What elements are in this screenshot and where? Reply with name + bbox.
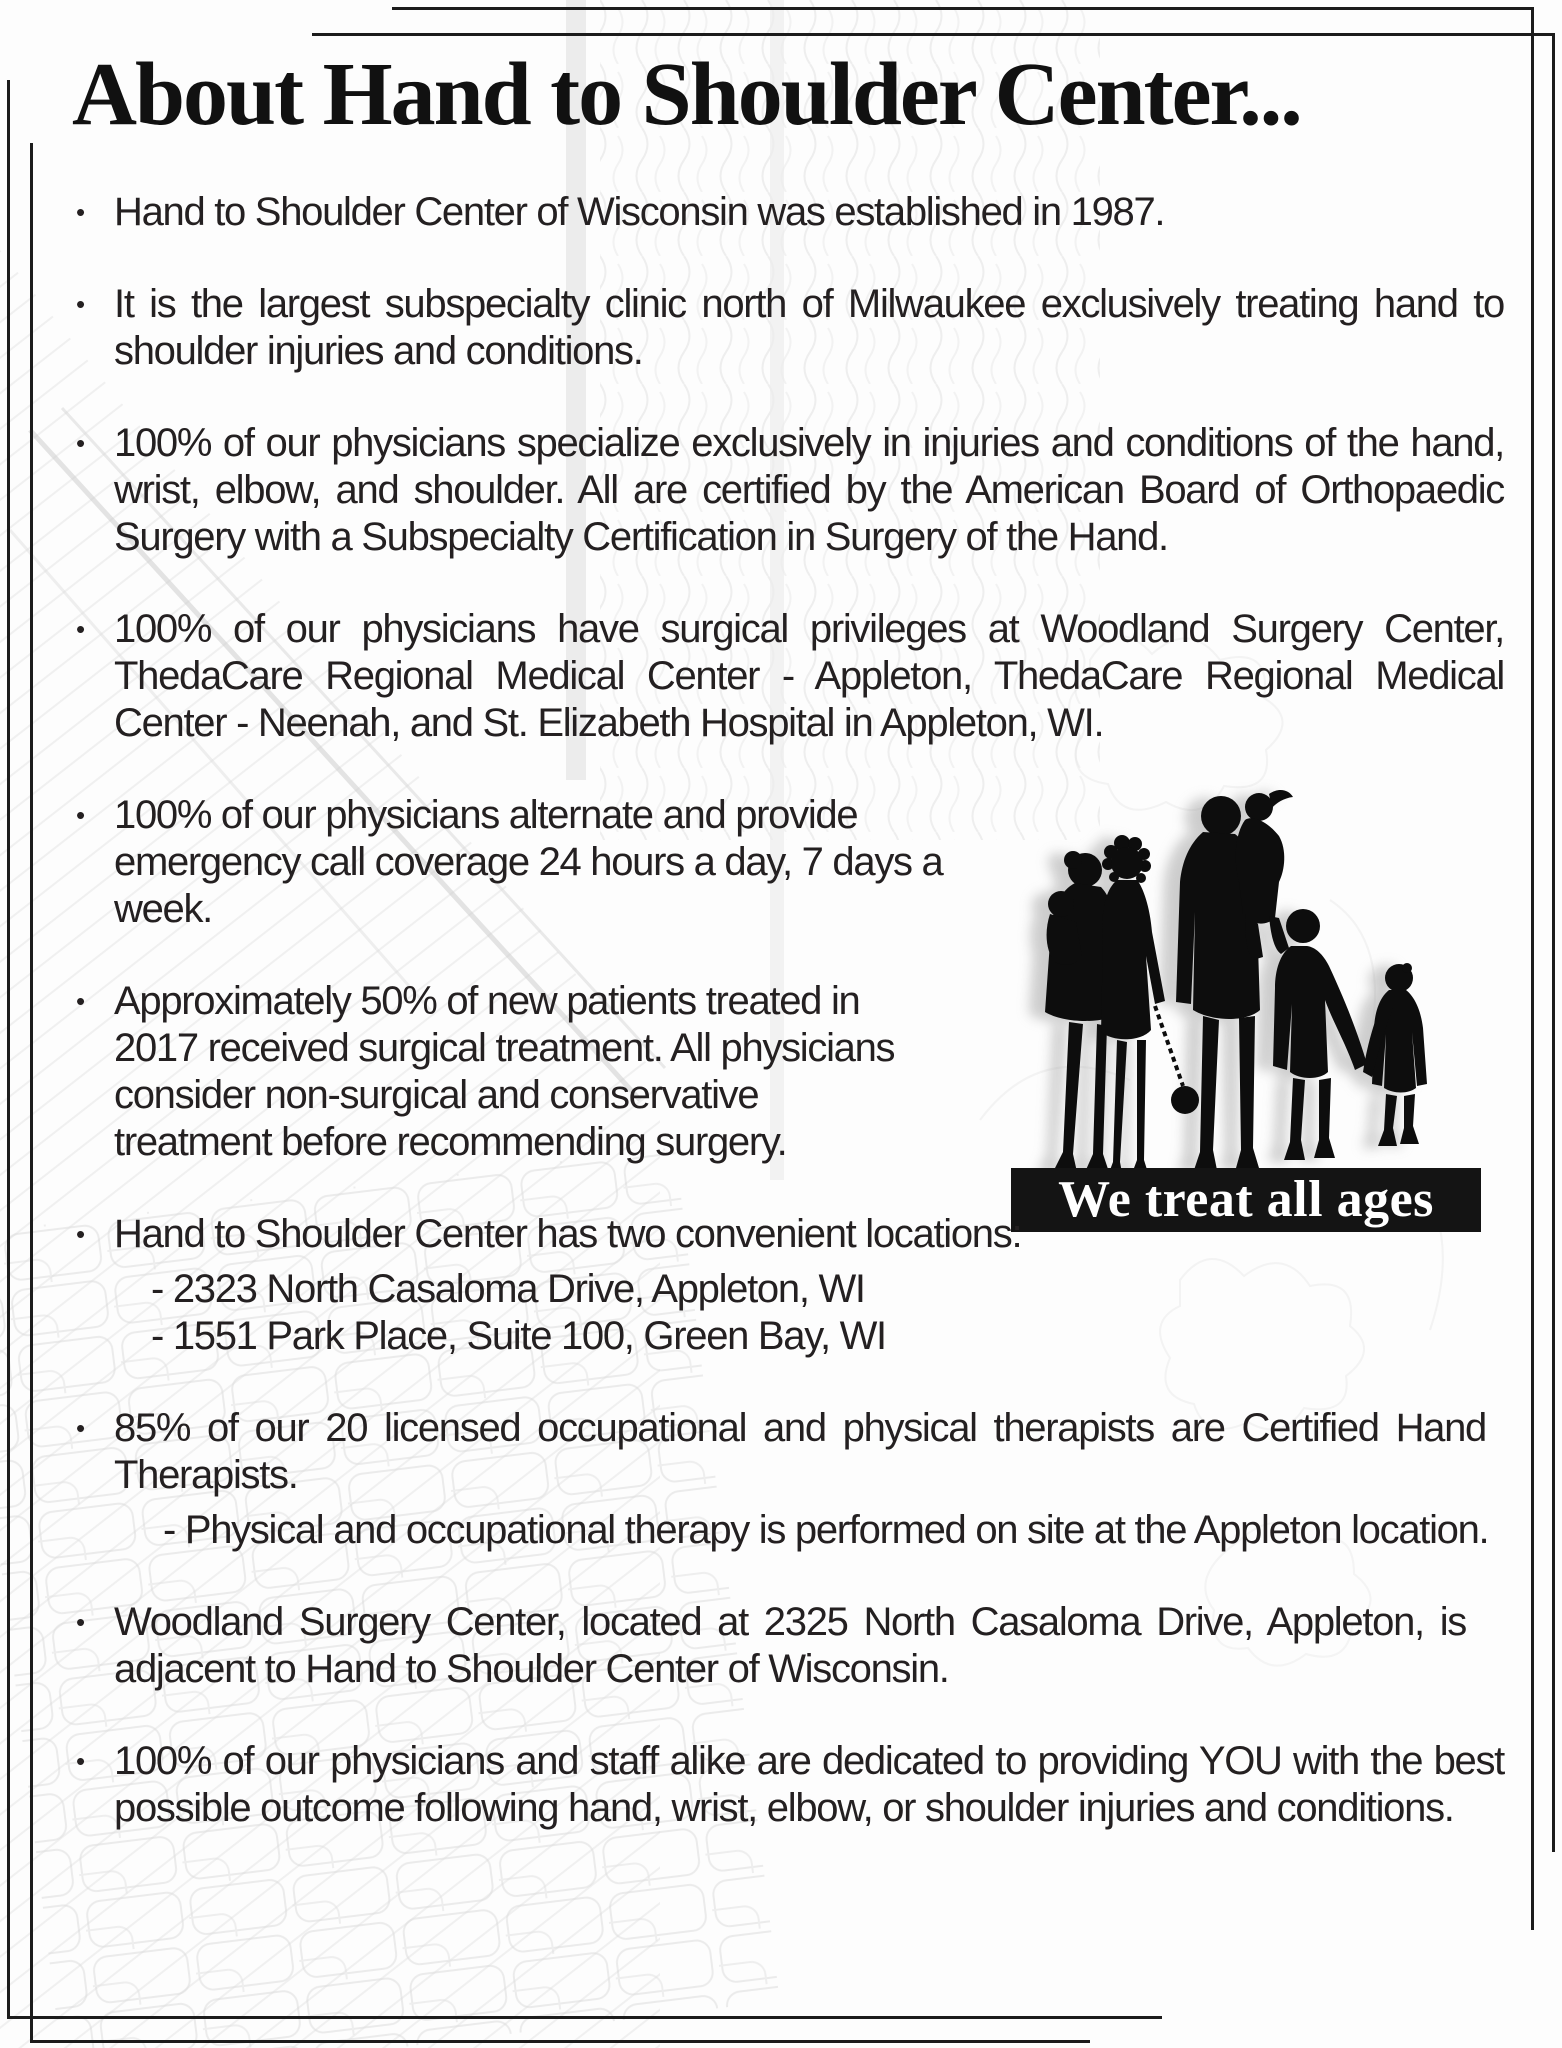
bullet-text: It is the largest subspecialty clinic north of Milwaukee exclusively treating hand to shoulder injuries and conditions. bbox=[114, 282, 1504, 374]
bullet-marker: • bbox=[76, 289, 86, 320]
list-item bbox=[72, 1405, 1504, 1554]
content-column bbox=[72, 46, 1504, 1832]
page-title: About Hand to Shoulder Center... bbox=[72, 45, 1301, 144]
list-item bbox=[72, 792, 1504, 933]
list-item bbox=[72, 978, 1504, 1166]
list-item bbox=[72, 420, 1504, 561]
bullet-marker: • bbox=[76, 986, 86, 1017]
age-banner-label: We treat all ages bbox=[1058, 1171, 1434, 1228]
bullet-list bbox=[72, 189, 1504, 1832]
sub-item: - Physical and occupational therapy is performed on site at the Appleton location. bbox=[163, 1508, 1489, 1553]
list-item bbox=[72, 1738, 1504, 1832]
bullet-marker: • bbox=[76, 1746, 86, 1777]
frame-border-right-outer bbox=[1531, 7, 1534, 1930]
bullet-marker: • bbox=[76, 800, 86, 831]
list-item bbox=[72, 189, 1504, 236]
bullet-text: Approximately 50% of new patients treated in 2017 received surgical treatment. All physicians consider non-surgical and conservative treatment before recommending surgery. bbox=[114, 979, 895, 1165]
bullet-text: Hand to Shoulder Center has two convenient locations: bbox=[114, 1212, 1022, 1257]
frame-border-top-inner bbox=[312, 33, 1555, 36]
bullet-marker: • bbox=[76, 1219, 86, 1250]
bullet-text: 100% of our physicians specialize exclusively in injuries and conditions of the hand, wrist, elbow, and shoulder. All are certified by the American Board of Orthopaedic Surgery with a Subspecialty Certification in Surgery of the Hand. bbox=[114, 421, 1504, 560]
bullet-text: 100% of our physicians have surgical privileges at Woodland Surgery Center, ThedaCare Regional Medical Center - Appleton, ThedaCare Regional Medical Center - Neenah, and St. Elizabeth Hospital in Appleton, WI. bbox=[114, 607, 1504, 746]
bullet-marker: • bbox=[76, 428, 86, 459]
bullet-text: 85% of our 20 licensed occupational and physical therapists are Certified Hand Therapists. bbox=[114, 1406, 1486, 1498]
sub-list bbox=[114, 1266, 1504, 1360]
bullet-marker: • bbox=[76, 1413, 86, 1444]
list-item bbox=[72, 606, 1504, 747]
sub-item: - 2323 North Casaloma Drive, Appleton, WI bbox=[151, 1267, 865, 1312]
list-item bbox=[72, 1599, 1504, 1693]
bullet-text: 100% of our physicians and staff alike are dedicated to providing YOU with the best possible outcome following hand, wrist, elbow, or shoulder injuries and conditions. bbox=[114, 1739, 1504, 1831]
frame-border-top-outer bbox=[392, 7, 1533, 10]
list-item bbox=[72, 281, 1504, 375]
bullet-text: 100% of our physicians alternate and provide emergency call coverage 24 hours a day, 7 days a week. bbox=[114, 793, 943, 932]
list-item bbox=[72, 1211, 1504, 1360]
frame-border-bottom-inner bbox=[30, 2040, 1090, 2043]
frame-border-bottom-outer bbox=[7, 2016, 1162, 2019]
bullet-marker: • bbox=[76, 1607, 86, 1638]
bullet-marker: • bbox=[76, 197, 86, 228]
frame-border-right-inner bbox=[1552, 33, 1555, 1852]
frame-border-left-inner bbox=[30, 143, 33, 2043]
frame-border-left-outer bbox=[7, 80, 10, 2019]
bullet-text: Woodland Surgery Center, located at 2325 North Casaloma Drive, Appleton, is adjacent to Hand to Shoulder Center of Wisconsin. bbox=[114, 1600, 1466, 1692]
sub-item: - 1551 Park Place, Suite 100, Green Bay, WI bbox=[151, 1314, 886, 1359]
sub-list bbox=[114, 1507, 1504, 1554]
bullet-text: Hand to Shoulder Center of Wisconsin was established in 1987. bbox=[114, 190, 1165, 235]
bullet-marker: • bbox=[76, 614, 86, 645]
